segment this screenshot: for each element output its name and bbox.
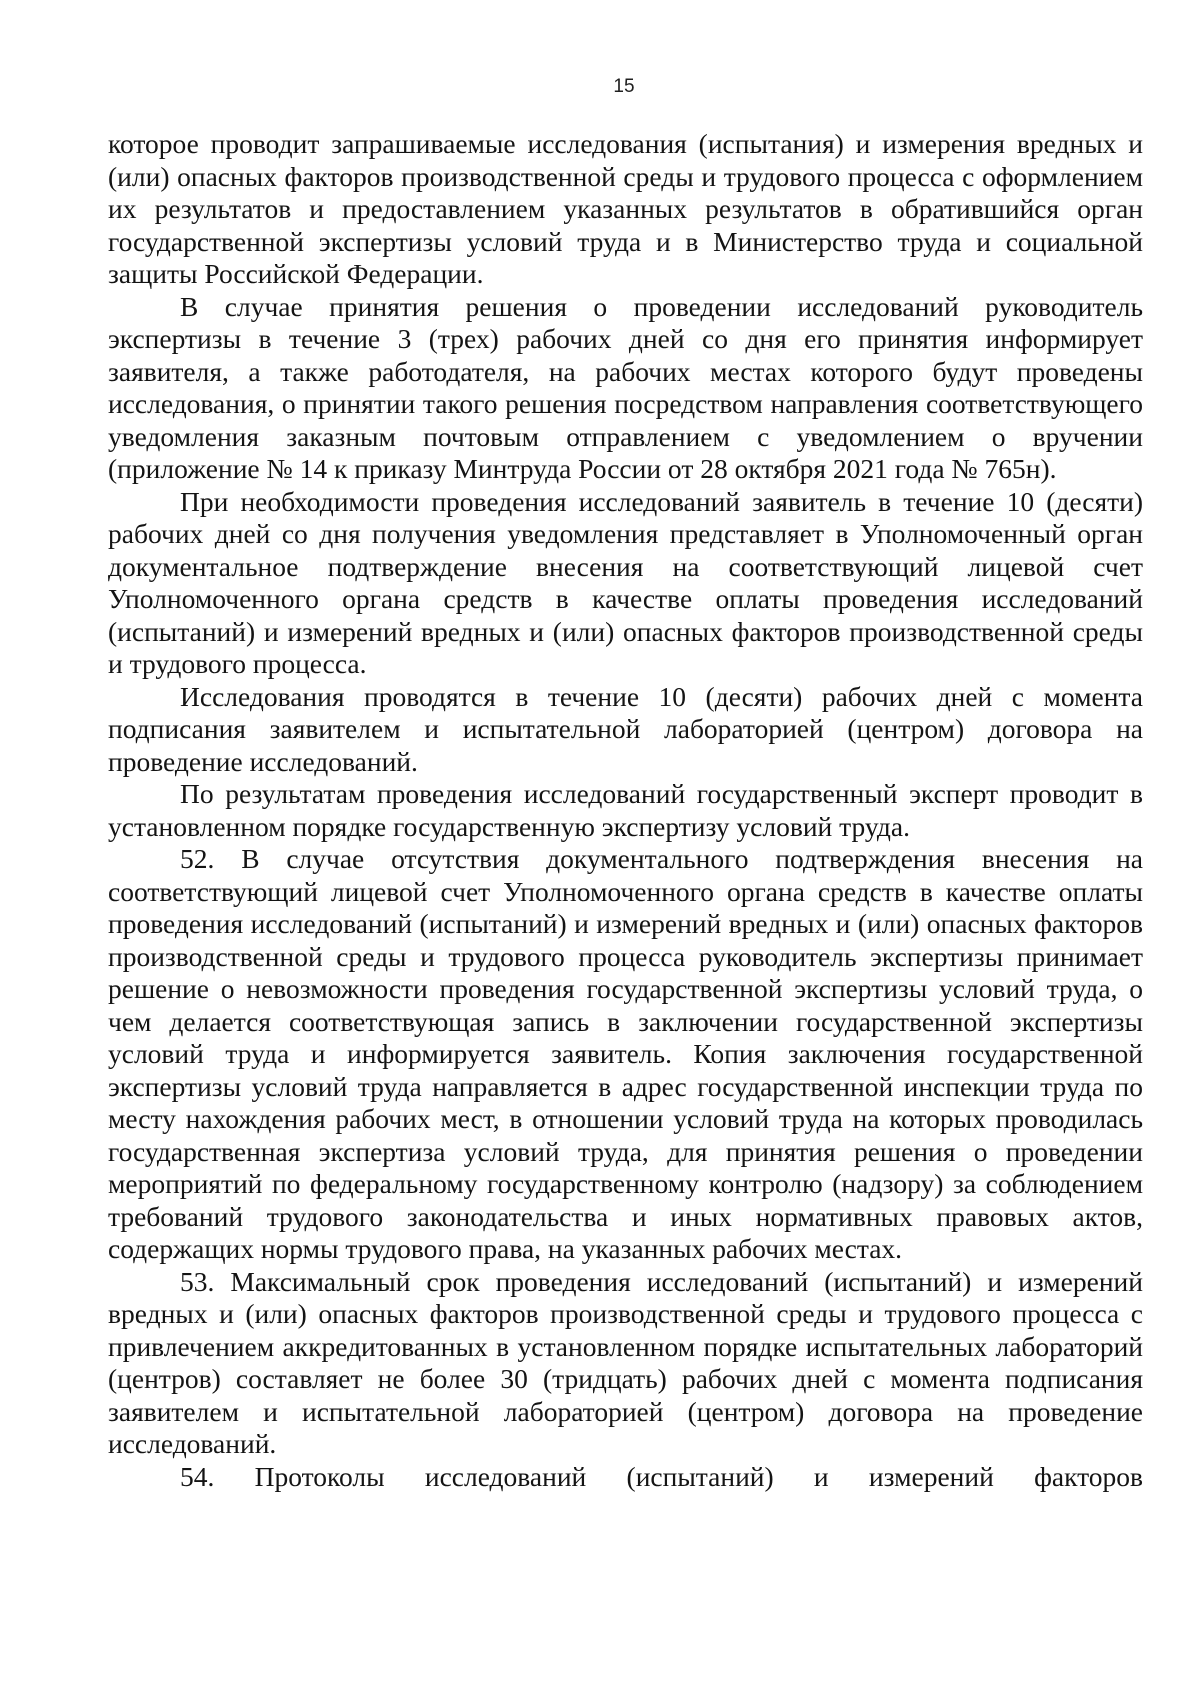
document-body <box>108 128 1143 1493</box>
paragraph-expert-review: По результатам проведения исследований государственный эксперт проводит в установленном порядке государственную экспертизу условий труда. <box>108 778 1143 842</box>
paragraph-item-54: 54. Протоколы исследований (испытаний) и измерений факторов <box>180 1460 1143 1492</box>
page-number: 15 <box>613 76 635 97</box>
paragraph-research-term: Исследования проводятся в течение 10 (десяти) рабочих дней с момента подписания заявителем и испытательной лабораторией (центром) договора на проведение исследований. <box>108 680 1143 777</box>
paragraph-research-decision: В случае принятия решения о проведении исследований руководитель экспертизы в течение 3 (трех) рабочих дней со дня его принятия информирует заявителя, а также работодателя, на рабочих местах которого будут проведены исследования, о принятии такого решения посредством направления соответствующего уведомления заказным почтовым отправлением с уведомлением о вручении (приложение № 14 к приказу Минтруда России от 28 октября 2021 года № 765н). <box>108 290 1143 484</box>
paragraph-item-52: 52. В случае отсутствия документального подтверждения внесения на соответствующий лицевой счет Уполномоченного органа средств в качестве оплаты проведения исследований (испытаний) и измерений вредных и (или) опасных факторов производственной среды и трудового процесса руководитель экспертизы принимает решение о невозможности проведения государственной экспертизы условий труда, о чем делается соответствующая запись в заключении государственной экспертизы условий труда и информируется заявитель. Копия заключения государственной экспертизы условий труда направляется в адрес государственной инспекции труда по месту нахождения рабочих мест, в отношении условий труда на которых проводилась государственная экспертиза условий труда, для принятия решения о проведении мероприятий по федеральному государственному контролю (надзору) за соблюдением требований трудового законодательства и иных нормативных правовых актов, содержащих нормы трудового права, на указанных рабочих местах. <box>108 843 1143 1264</box>
paragraph-item-53: 53. Максимальный срок проведения исследований (испытаний) и измерений вредных и (или) опасных факторов производственной среды и трудового процесса с привлечением аккредитованных в установленном порядке испытательных лабораторий (центров) составляет не более 30 (тридцать) рабочих дней с момента подписания заявителем и испытательной лабораторией (центром) договора на проведение исследований. <box>108 1265 1143 1459</box>
paragraph-continuation: которое проводит запрашиваемые исследования (испытания) и измерения вредных и (или) опасных факторов производственной среды и трудового процесса с оформлением их результатов и предоставлением указанных результатов в обратившийся орган государственной экспертизы условий труда и в Министерство труда и социальной защиты Российской Федерации. <box>108 128 1143 289</box>
paragraph-payment-confirmation: При необходимости проведения исследований заявитель в течение 10 (десяти) рабочих дней со дня получения уведомления представляет в Уполномоченный орган документальное подтверждение внесения на соответствующий лицевой счет Уполномоченного органа средств в качестве оплаты проведения исследований (испытаний) и измерений вредных и (или) опасных факторов производственной среды и трудового процесса. <box>108 485 1143 679</box>
